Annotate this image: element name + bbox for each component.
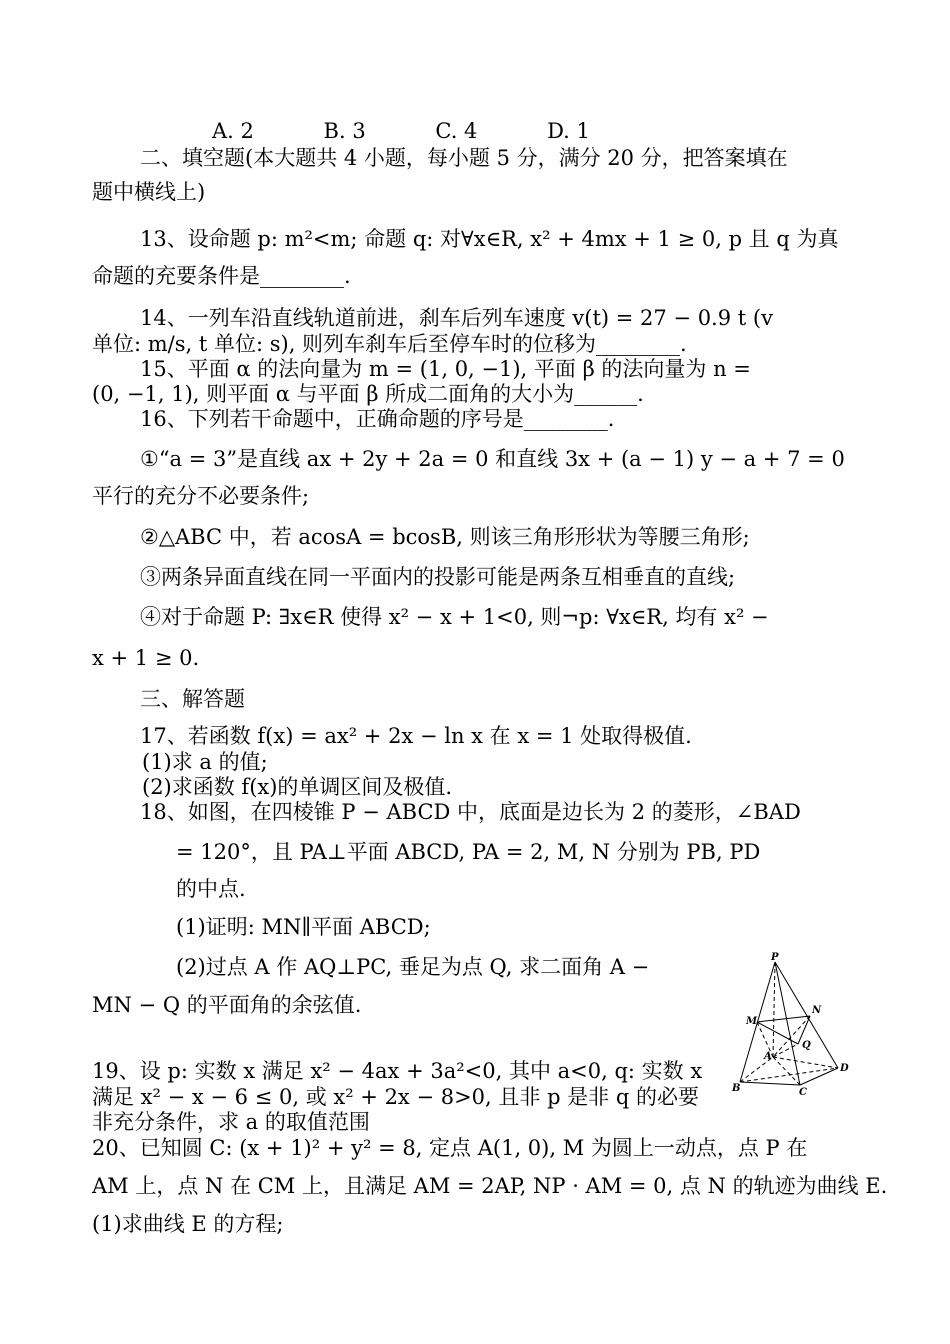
section2-heading-line2: 题中横线上) (92, 180, 206, 204)
section2-heading-line1: 二、填空题(本大题共 4 小题，每小题 5 分，满分 20 分，把答案填在 (140, 146, 788, 170)
q16-item4-line2: x + 1 ≥ 0. (92, 646, 200, 670)
q13-line1: 13、设命题 p: m²<m; 命题 q: 对∀x∈R, x² + 4mx + 1 ≥ 0, p 且 q 为真 (140, 227, 839, 251)
q14-line2: 单位: m/s, t 单位: s), 则列车刹车后至停车时的位移为________. (92, 332, 687, 356)
q19-line1: 19、设 p: 实数 x 满足 x² − 4ax + 3a²<0, 其中 a<0, q: 实数 x (92, 1059, 703, 1083)
q13-line2: 命题的充要条件是________. (92, 264, 351, 288)
q17-part2: (2)求函数 f(x)的单调区间及极值. (142, 775, 453, 799)
q18-line3: 的中点. (176, 877, 246, 901)
section3-heading: 三、解答题 (140, 687, 245, 711)
q17-part1: (1)求 a 的值; (142, 750, 268, 774)
figure-label-b: B (732, 1083, 741, 1094)
q16-item1-line1: ①“a = 3”是直线 ax + 2y + 2a = 0 和直线 3x + (a − 1) y − a + 7 = 0 (140, 447, 845, 471)
q18-line1: 18、如图，在四棱锥 P − ABCD 中，底面是边长为 2 的菱形，∠BAD (140, 800, 801, 824)
figure-label-m: M (746, 1016, 758, 1027)
figure-label-d: D (840, 1063, 849, 1074)
figure-label-a: A (764, 1051, 772, 1062)
q17-line1: 17、若函数 f(x) = ax² + 2x − ln x 在 x = 1 处取得极值. (140, 724, 692, 748)
q19-line3: 非充分条件，求 a 的取值范围 (92, 1110, 370, 1134)
figure-label-q: Q (802, 1040, 811, 1051)
q16-item2: ②△ABC 中，若 acosA = bcosB, 则该三角形形状为等腰三角形; (140, 525, 750, 549)
q20-part1: (1)求曲线 E 的方程; (92, 1212, 284, 1236)
figure-label-n: N (812, 1005, 822, 1016)
q16-item4-line1: ④对于命题 P: ∃x∈R 使得 x² − x + 1<0, 则¬p: ∀x∈R, 均有 x² − (140, 605, 769, 629)
pyramid-figure (728, 950, 858, 1098)
q19-line2: 满足 x² − x − 6 ≤ 0, 或 x² + 2x − 8>0, 且非 p 是非 q 的必要 (92, 1085, 699, 1109)
q16-item3: ③两条异面直线在同一平面内的投影可能是两条互相垂直的直线; (140, 565, 736, 589)
q20-line1: 20、已知圆 C: (x + 1)² + y² = 8, 定点 A(1, 0), M 为圆上一动点，点 P 在 (92, 1136, 808, 1160)
q14-line1: 14、一列车沿直线轨道前进，刹车后列车速度 v(t) = 27 − 0.9 t (v (140, 306, 773, 330)
q15-line1: 15、平面 α 的法向量为 m = (1, 0, −1), 平面 β 的法向量为 n = (140, 357, 751, 381)
q18-line2: = 120°，且 PA⊥平面 ABCD, PA = 2, M, N 分别为 PB, PD (176, 840, 761, 864)
q16-item1-line2: 平行的充分不必要条件; (92, 484, 310, 508)
q18-part2-line1: (2)过点 A 作 AQ⊥PC, 垂足为点 Q, 求二面角 A − (176, 955, 650, 979)
q18-part1: (1)证明: MN∥平面 ABCD; (176, 915, 431, 939)
q18-part2-line2: MN − Q 的平面角的余弦值. (92, 993, 362, 1017)
answer-choices: A. 2 B. 3 C. 4 D. 1 (212, 119, 590, 143)
figure-label-p: P (771, 952, 779, 963)
q15-line2: (0, −1, 1), 则平面 α 与平面 β 所成二面角的大小为______. (92, 382, 644, 406)
figure-label-c: C (799, 1087, 807, 1098)
q20-line2: AM 上，点 N 在 CM 上，且满足 AM = 2AP, NP · AM = 0, 点 N 的轨迹为曲线 E. (92, 1174, 888, 1198)
q16-line1: 16、下列若干命题中，正确命题的序号是________. (140, 407, 615, 431)
